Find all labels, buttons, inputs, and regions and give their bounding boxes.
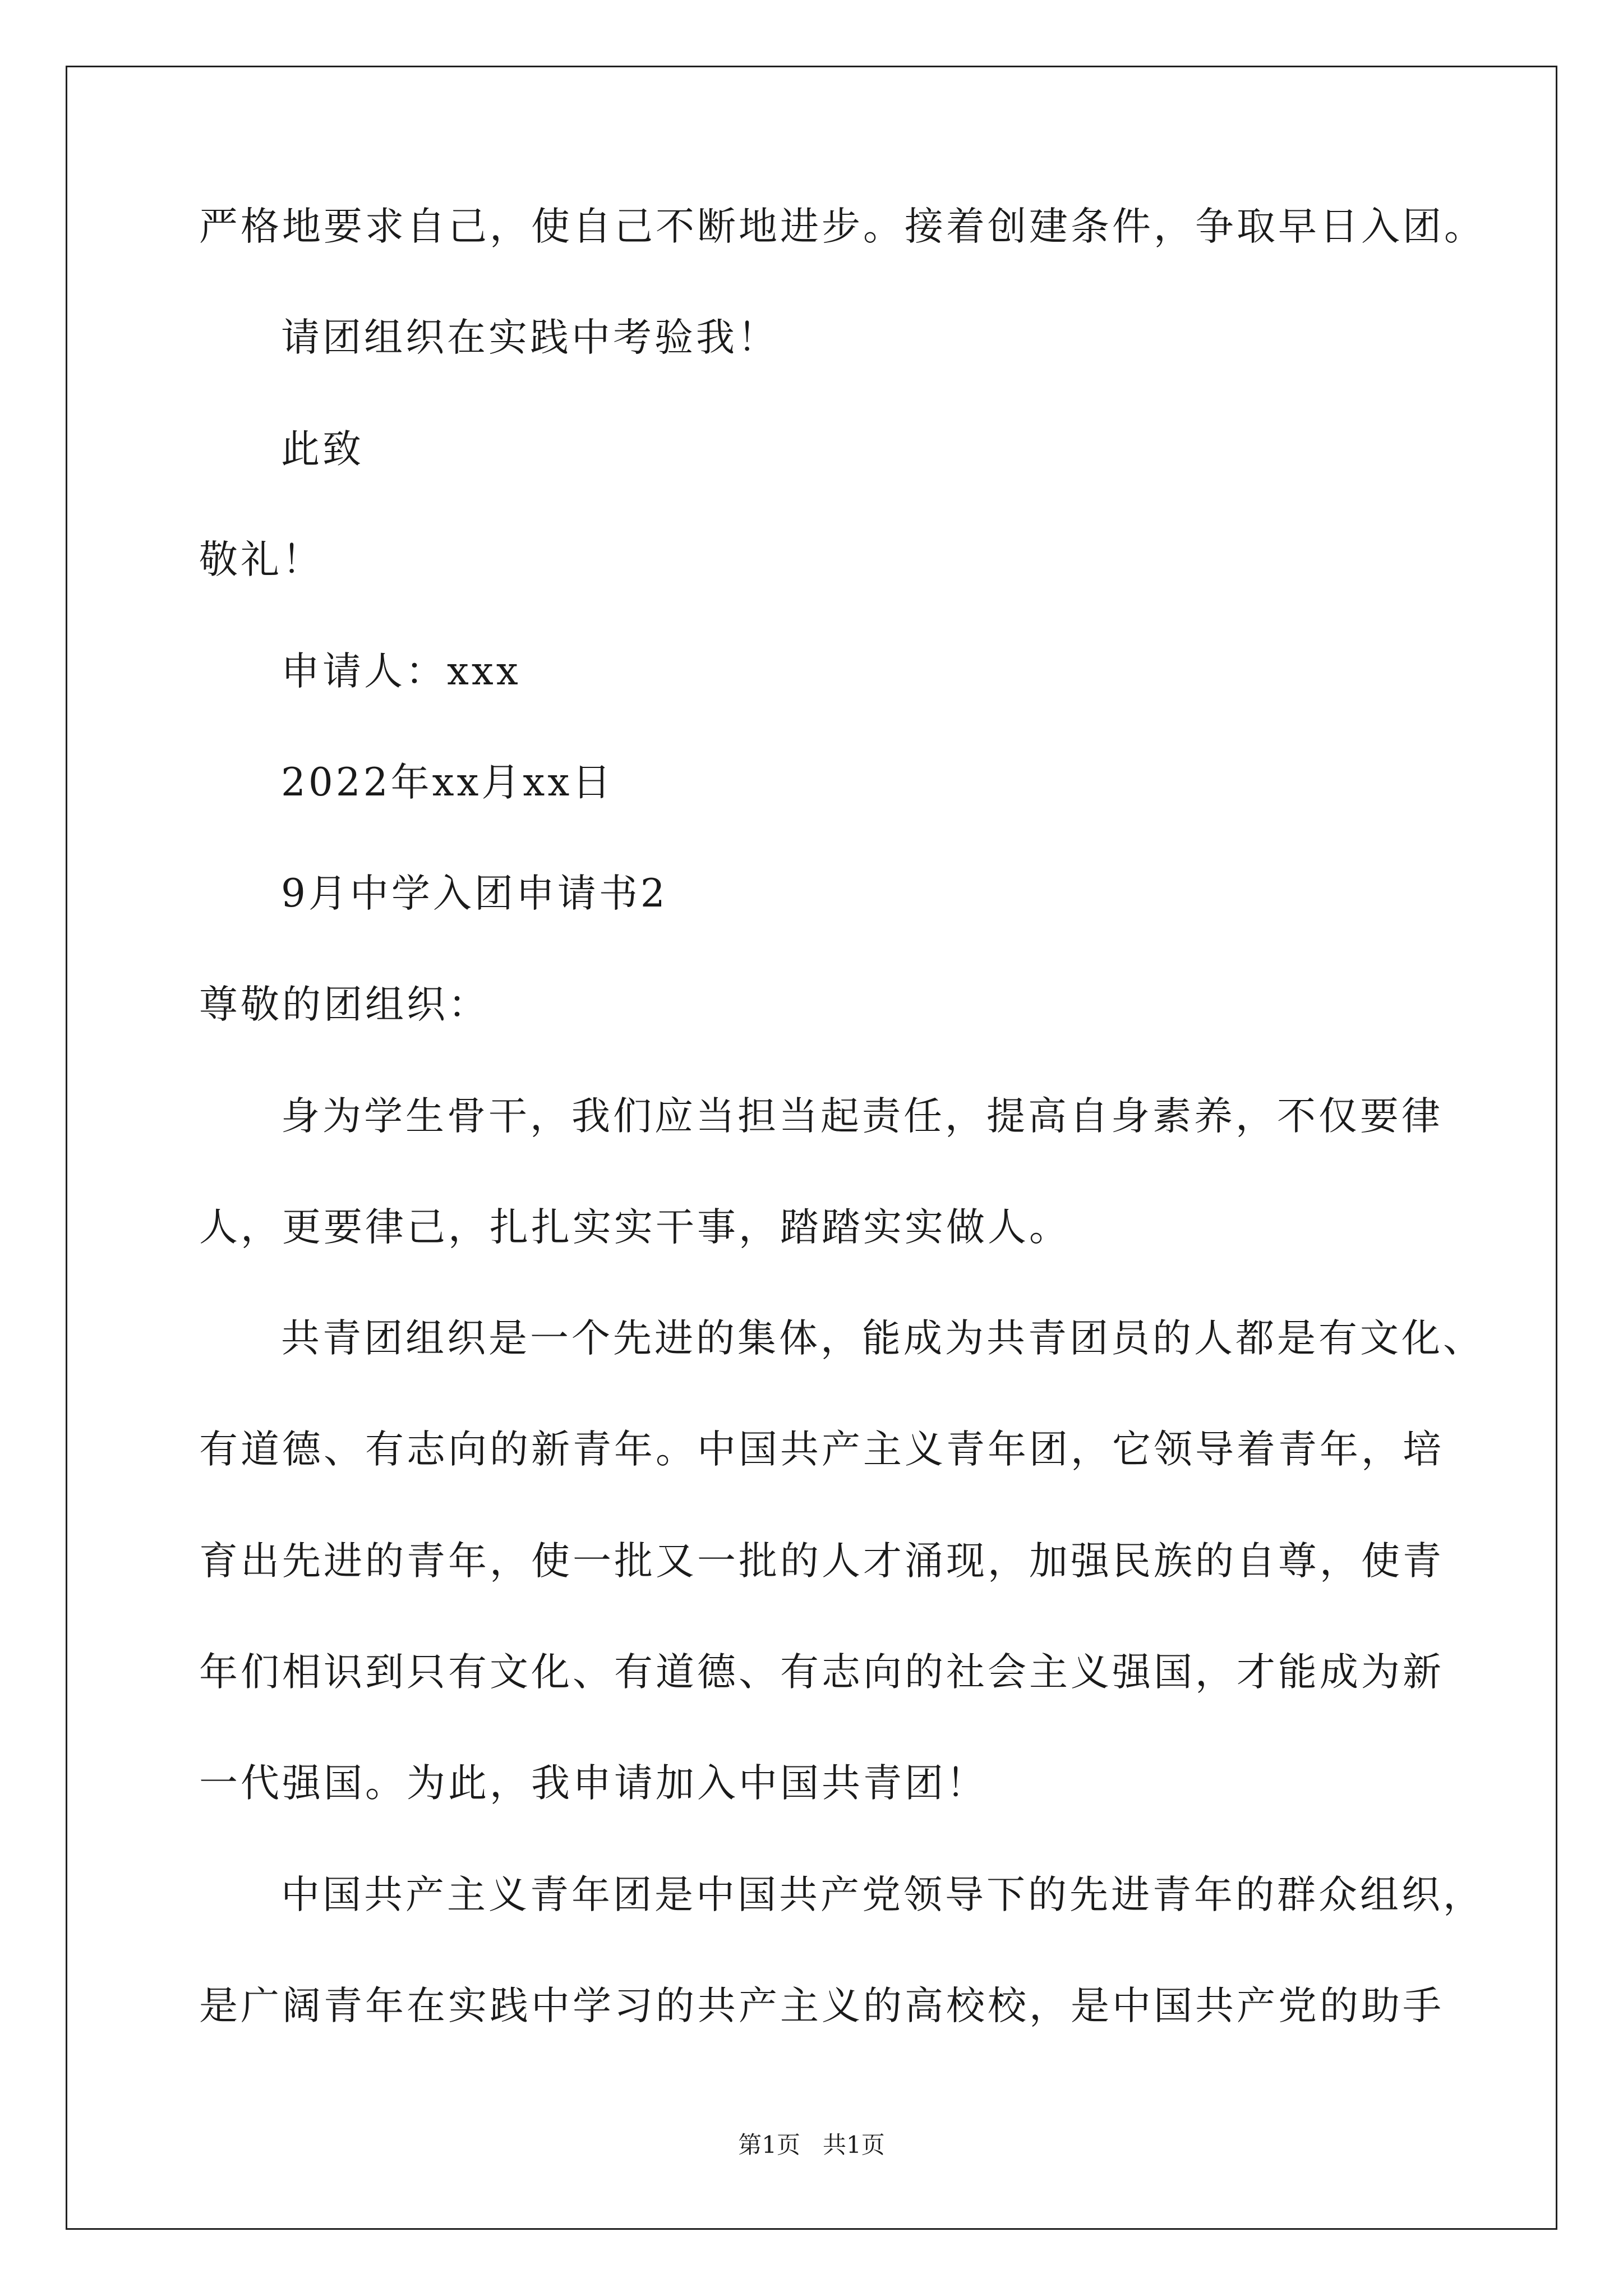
text-line-1: 严格地要求自己，使自己不断地进步。接着创建条件，争取早日入团。 <box>199 204 1486 249</box>
section-title: 9月中学入团申请书2 <box>281 871 668 916</box>
paragraph-1-line-2: 人，更要律己，扎扎实实干事，踏踏实实做人。 <box>199 1205 1071 1250</box>
text-line-2: 请团组织在实践中考验我！ <box>281 315 779 360</box>
signature-date: 2022年xx月xx日 <box>281 760 614 805</box>
paragraph-3-line-2: 是广阔青年在实践中学习的共产主义的高校校，是中国共产党的助手 <box>199 1984 1444 2028</box>
greeting: 尊敬的团组织： <box>199 982 490 1027</box>
applicant-signature: 申请人：xxx <box>281 649 521 694</box>
paragraph-2-line-5: 一代强国。为此，我申请加入中国共青团！ <box>199 1761 988 1806</box>
page-number-footer: 第1页 共1页 <box>738 2131 885 2159</box>
paragraph-2-line-1: 共青团组织是一个先进的集体，能成为共青团员的人都是有文化、 <box>281 1316 1484 1361</box>
paragraph-2-line-2: 有道德、有志向的新青年。中国共产主义青年团，它领导着青年，培 <box>199 1427 1444 1472</box>
paragraph-1-line-1: 身为学生骨干，我们应当担当起责任，提高自身素养，不仅要律 <box>281 1094 1443 1139</box>
paragraph-3-line-1: 中国共产主义青年团是中国共产党领导下的先进青年的群众组织， <box>281 1872 1484 1917</box>
paragraph-2-line-3: 育出先进的青年，使一批又一批的人才涌现，加强民族的自尊，使青 <box>199 1539 1444 1584</box>
salutation-closing: 敬礼！ <box>199 537 324 582</box>
paragraph-2-line-4: 年们相识到只有文化、有道德、有志向的社会主义强国，才能成为新 <box>199 1650 1444 1695</box>
closing-phrase: 此致 <box>281 427 364 472</box>
